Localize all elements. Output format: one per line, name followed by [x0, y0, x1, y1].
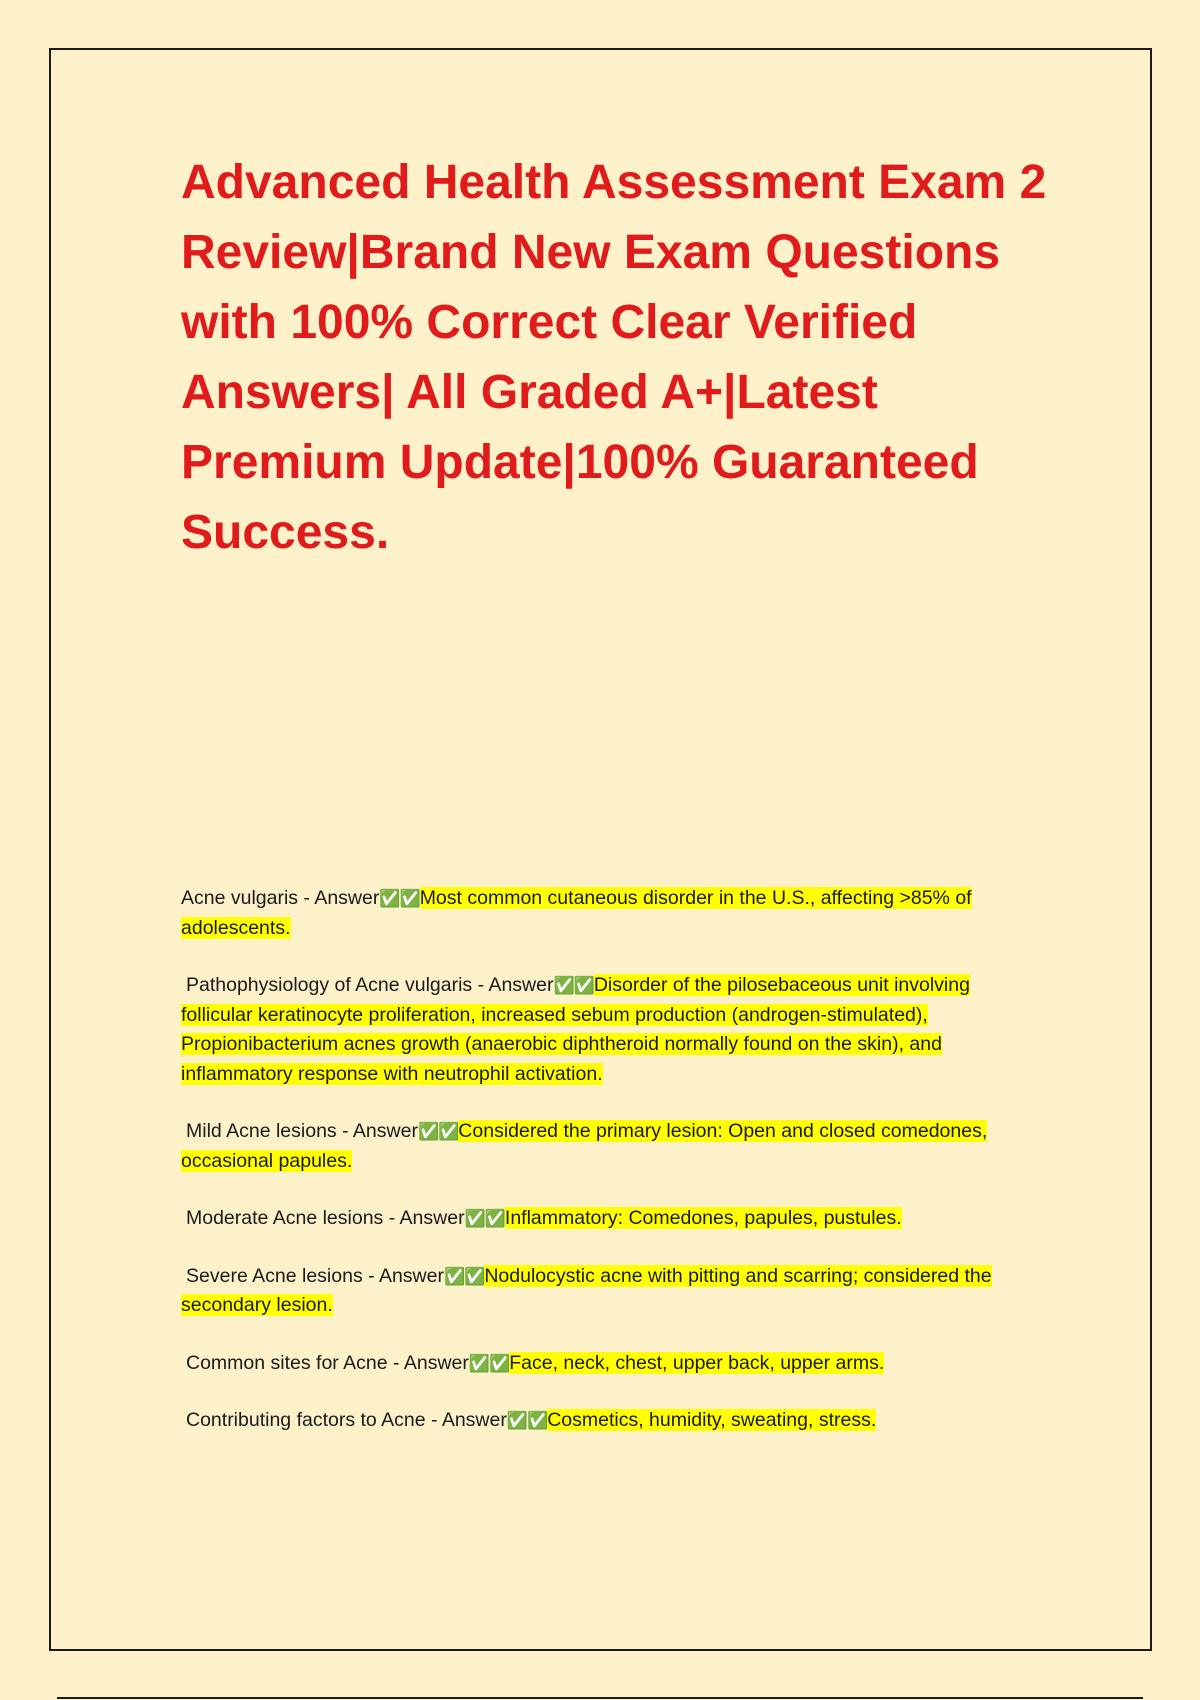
qa-term: Pathophysiology of Acne vulgaris [186, 974, 473, 996]
double-check-icon: ✅✅ [468, 1353, 510, 1373]
qa-item-severe-lesions [181, 1262, 1021, 1321]
answer-label: - Answer [336, 1120, 418, 1142]
qa-answer-highlight: Considered the primary lesion: Open and closed comedones, occasional papules. [181, 1120, 988, 1172]
answer-label: - Answer [472, 974, 554, 996]
qa-list [181, 884, 1021, 1464]
double-check-icon: ✅✅ [506, 1411, 548, 1430]
qa-answer-highlight: Face, neck, chest, upper back, upper arms. [509, 1351, 885, 1374]
qa-answer-highlight: Most common cutaneous disorder in the U.S., affecting >85% of adolescents. [181, 887, 972, 939]
qa-term: Acne vulgaris [181, 887, 299, 909]
qa-item-acne-vulgaris [181, 884, 1021, 943]
qa-answer-highlight: Nodulocystic acne with pitting and scarring; considered the secondary lesion. [181, 1264, 992, 1316]
qa-item-pathophysiology [181, 971, 1021, 1089]
double-check-icon: ✅✅ [553, 976, 594, 995]
double-check-icon: ✅✅ [379, 889, 420, 908]
qa-answer-highlight: Inflammatory: Comedones, papules, pustules. [504, 1207, 902, 1229]
qa-term: Moderate Acne lesions [186, 1207, 384, 1229]
qa-item-mild-lesions [181, 1117, 1021, 1176]
qa-term: Severe Acne lesions [186, 1264, 363, 1287]
answer-label: - Answer [387, 1351, 469, 1374]
answer-label: - Answer [383, 1207, 465, 1229]
double-check-icon: ✅✅ [417, 1122, 459, 1141]
answer-label: - Answer [362, 1264, 444, 1287]
answer-label: - Answer [298, 887, 380, 909]
qa-term: Common sites for Acne [186, 1351, 388, 1374]
qa-item-common-sites [181, 1349, 1021, 1379]
document-title: Advanced Health Assessment Exam 2 Review|Brand New Exam Questions with 100% Correct Clear Verified Answers| All Graded A+|Latest Premium Update|100% Guaranteed Success. [181, 156, 1047, 559]
qa-answer-highlight: Cosmetics, humidity, sweating, stress. [547, 1409, 877, 1431]
qa-item-moderate-lesions [181, 1204, 1021, 1234]
next-page-top-border [57, 1697, 1143, 1699]
double-check-icon: ✅✅ [464, 1209, 505, 1228]
qa-item-contributing-factors [181, 1406, 1021, 1436]
qa-term: Mild Acne lesions [186, 1120, 337, 1142]
double-check-icon: ✅✅ [443, 1266, 485, 1286]
qa-answer-highlight: Disorder of the pilosebaceous unit involving follicular keratinocyte proliferation, increased sebum production (androgen-stimulated), Propionibacterium acnes growth (anaerobic diphtheroid normally found on the skin), and inflammatory response with neutrophil activation. [181, 974, 970, 1085]
answer-label: - Answer [425, 1409, 507, 1431]
qa-term: Contributing factors to Acne [186, 1409, 426, 1431]
